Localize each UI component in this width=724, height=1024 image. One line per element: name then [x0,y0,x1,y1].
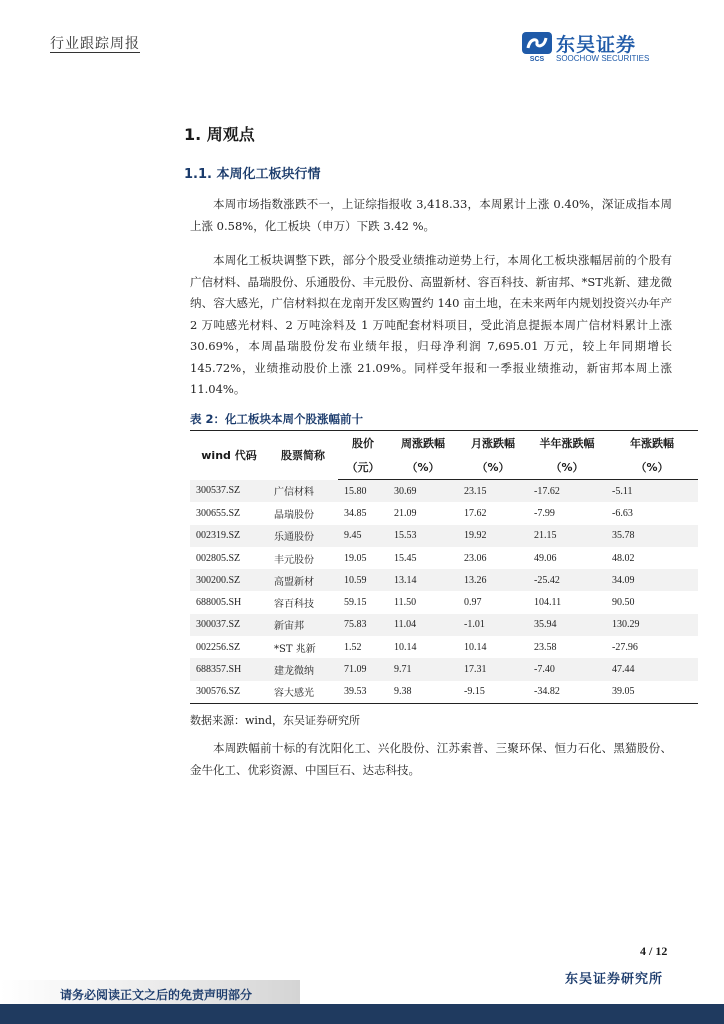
col-unit-month: （%） [458,455,528,480]
table-row [190,525,698,547]
cell-halfyear-change: -34.82 [528,681,606,704]
cell-price: 19.05 [344,552,367,564]
cell-year-change: -6.63 [612,507,633,519]
cell-week-change: 21.09 [394,507,417,519]
paragraph-sector-detail: 本周化工板块调整下跌，部分个股受业绩推动逆势上行，本周化工板块涨幅居前的个股有广信材料、晶瑞股份、乐通股份、丰元股份、高盟新材、容百科技、新宙邦、*ST兆新、建龙微纳、容大感光，广信材料拟在龙南开发区购置约 140 亩土地，在未来两年内规划投资兴办年产 2 万吨感光材料、2 万吨涂料及 1 万吨配套材料项目，受此消息提振本周广信材料累计上涨 30.69%，本周晶瑞股份发布业绩年报，归母净利润 7,695.01 万元，较上年同期增长 145.72%，业绩推动股价上涨 21.09%。同样受年报和一季报业绩推动，新宙邦本周上涨 11.04%。 [190,253,672,396]
table-caption: 表 2：化工板块本周个股涨幅前十 [190,412,364,426]
table-source-note: 数据来源：wind，东吴证券研究所 [190,714,361,727]
cell-price: 10.59 [338,569,388,591]
cell-year-change: 90.50 [612,597,635,609]
cell-code: 300655.SZ [196,507,241,519]
cell-week-change: 13.14 [388,569,458,591]
cell-code: 002805.SZ [196,552,241,564]
cell-halfyear-change: 49.06 [534,552,557,564]
cell-name: 建龙微纳 [268,658,338,680]
cell-year-change: 48.02 [612,552,635,564]
table-row [190,636,698,658]
paragraph-market-summary: 本周市场指数涨跌不一，上证综指报收 3,418.33，本周累计上涨 0.40%，深证成指本周上涨 0.58%，化工板块（申万）下跌 3.42 %。 [190,197,672,233]
cell-week-change: 30.69 [388,480,458,503]
cell-price: 71.09 [338,658,388,680]
cell-code: 300576.SZ [190,681,268,704]
cell-month-change: 17.31 [458,658,528,680]
cell-month-change: -9.15 [458,681,528,704]
cell-code: 300037.SZ [190,614,268,636]
cell-halfyear-change: 35.94 [528,614,606,636]
logo-english-name: SOOCHOW SECURITIES [556,54,650,63]
cell-price: 1.52 [344,641,362,653]
logo-mark-icon [522,32,552,62]
cell-halfyear-change: 23.58 [534,641,557,653]
col-header-halfyear: 半年涨跌幅 [528,431,606,456]
cell-month-change: 17.62 [464,507,487,519]
table-row [190,658,698,680]
cell-price: 39.53 [338,681,388,704]
cell-month-change: 10.14 [464,641,487,653]
footer-bar [0,1004,724,1024]
cell-halfyear-change: -7.99 [534,507,555,519]
cell-year-change: -27.96 [612,641,638,653]
cell-year-change: 47.44 [606,658,698,680]
cell-month-change: 13.26 [458,569,528,591]
cell-week-change: 15.53 [388,525,458,547]
cell-name: 乐通股份 [268,525,338,547]
footer-organization: 东吴证券研究所 [565,972,664,987]
cell-month-change: 0.97 [464,597,482,609]
cell-halfyear-change: 21.15 [528,525,606,547]
cell-week-change: 11.04 [388,614,458,636]
table-row [190,569,698,591]
col-header-code: wind 代码 [190,431,268,480]
table-row [190,480,698,503]
table-row [190,591,698,613]
cell-year-change: 39.05 [606,681,698,704]
cell-name: 新宙邦 [268,614,338,636]
table-row [190,681,698,704]
cell-month-change: -1.01 [458,614,528,636]
cell-name: 丰元股份 [274,554,314,566]
col-unit-year: （%） [606,455,698,480]
cell-price: 59.15 [344,597,367,609]
cell-month-change: 19.92 [458,525,528,547]
cell-month-change: 23.06 [464,552,487,564]
col-header-year: 年涨跌幅 [606,431,698,456]
top-gainers-table [190,430,698,704]
col-unit-week: （%） [388,455,458,480]
logo-chinese-name: 东吴证券 [556,34,637,56]
cell-code: 300537.SZ [190,480,268,503]
cell-halfyear-change: -7.40 [528,658,606,680]
table-row [190,547,698,569]
cell-year-change: 34.09 [606,569,698,591]
cell-code: 688005.SH [196,597,242,609]
col-header-month: 月涨跌幅 [458,431,528,456]
cell-code: 002319.SZ [190,525,268,547]
cell-code: 688357.SH [190,658,268,680]
col-header-week: 周涨跌幅 [388,431,458,456]
cell-name: *ST 兆新 [274,643,316,655]
cell-year-change: 35.78 [606,525,698,547]
cell-price: 34.85 [344,507,367,519]
cell-name: 容百科技 [274,599,314,611]
col-header-price: 股价 [338,431,388,456]
paragraph-top-losers: 本周跌幅前十标的有沈阳化工、兴化股份、江苏索普、三聚环保、恒力石化、黑猫股份、金牛化工、优彩资源、中国巨石、达志科技。 [190,741,672,777]
cell-halfyear-change: -17.62 [528,480,606,503]
section-heading: 1. 周观点 [184,125,255,144]
cell-name: 高盟新材 [268,569,338,591]
page-number: 4 / 12 [640,944,668,958]
col-header-name: 股票简称 [268,431,338,480]
cell-code: 002256.SZ [196,641,241,653]
cell-name: 广信材料 [268,480,338,503]
cell-week-change: 9.71 [388,658,458,680]
cell-week-change: 15.45 [394,552,417,564]
report-type-title: 行业跟踪周报 [50,36,140,52]
logo-mark-text: SCS [529,56,545,62]
cell-price: 75.83 [338,614,388,636]
cell-name: 晶瑞股份 [274,509,314,521]
cell-halfyear-change: 104.11 [534,597,562,609]
cell-month-change: 23.15 [458,480,528,503]
cell-price: 15.80 [338,480,388,503]
table-row [190,502,698,524]
company-logo [522,30,672,66]
cell-halfyear-change: -25.42 [528,569,606,591]
col-unit-price: （元） [338,455,388,480]
cell-year-change: 130.29 [606,614,698,636]
table-row [190,614,698,636]
subsection-heading: 1.1. 本周化工板块行情 [184,167,321,182]
cell-price: 9.45 [338,525,388,547]
cell-name: 容大感光 [268,681,338,704]
cell-week-change: 11.50 [394,597,417,609]
cell-week-change: 10.14 [394,641,417,653]
cell-year-change: -5.11 [606,480,698,503]
col-unit-halfyear: （%） [528,455,606,480]
footer-disclaimer: 请务必阅读正文之后的免责声明部分 [60,988,253,1002]
cell-code: 300200.SZ [190,569,268,591]
cell-week-change: 9.38 [388,681,458,704]
